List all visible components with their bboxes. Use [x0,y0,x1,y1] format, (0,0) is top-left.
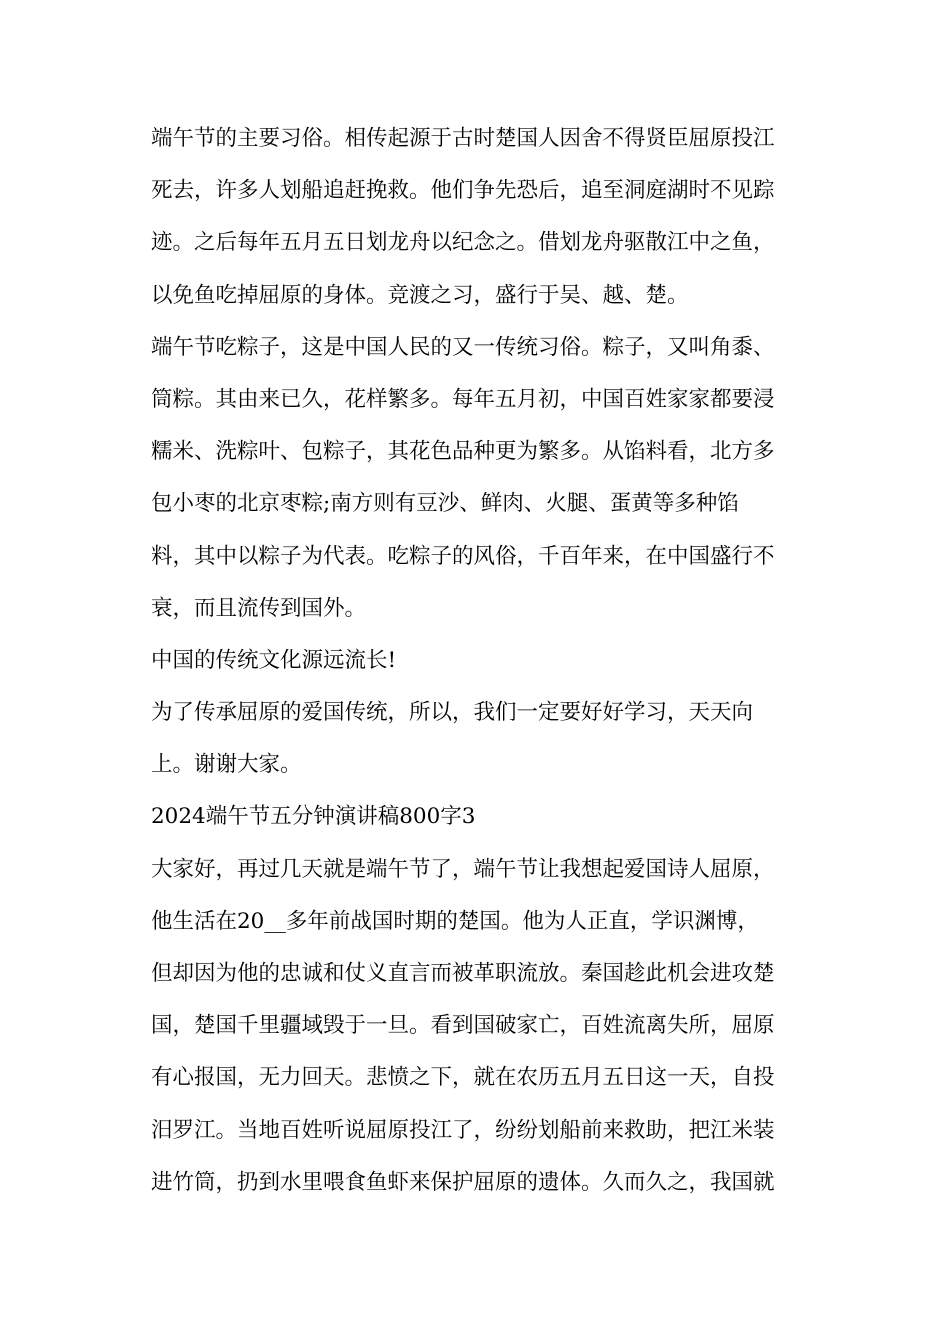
text-line: 死去，许多人划船追赶挽救。他们争先恐后，追至洞庭湖时不见踪 [151,178,775,204]
text-line: 筒粽。其由来已久，花样繁多。每年五月初，中国百姓家家都要浸 [151,386,775,412]
text-line: 国，楚国千里疆域毁于一旦。看到国破家亡，百姓流离失所，屈原 [151,1013,775,1039]
text-line: 中国的传统文化源远流长! [151,647,397,673]
text-line: 为了传承屈原的爱国传统，所以，我们一定要好好学习，天天向 [151,700,754,726]
text-line: 以免鱼吃掉屈原的身体。竞渡之习，盛行于吴、越、楚。 [151,282,689,308]
text-line: 大家好，再过几天就是端午节了，端午节让我想起爱国诗人屈原， [151,856,775,882]
text-line: 糯米、洗粽叶、包粽子，其花色品种更为繁多。从馅料看，北方多 [151,439,775,465]
text-line: 料，其中以粽子为代表。吃粽子的风俗，千百年来，在中国盛行不 [151,543,775,569]
section-heading: 2024端午节五分钟演讲稿800字3 [151,804,476,830]
text-line: 端午节的主要习俗。相传起源于古时楚国人因舍不得贤臣屈原投江 [151,126,775,151]
text-line: 汨罗江。当地百姓听说屈原投江了，纷纷划船前来救助，把江米装 [151,1117,775,1143]
text-line: 端午节吃粽子，这是中国人民的又一传统习俗。粽子，又叫角黍、 [151,334,775,360]
text-line: 进竹筒，扔到水里喂食鱼虾来保护屈原的遗体。久而久之，我国就 [151,1169,775,1195]
text-line: 包小枣的北京枣粽;南方则有豆沙、鲜肉、火腿、蛋黄等多种馅 [151,491,739,517]
text-line: 衰，而且流传到国外。 [151,595,367,621]
text-line: 但却因为他的忠诚和仗义直言而被革职流放。秦国趁此机会进攻楚 [151,961,775,986]
text-line: 他生活在20__多年前战国时期的楚国。他为人正直，学识渊博， [151,908,759,934]
text-line: 迹。之后每年五月五日划龙舟以纪念之。借划龙舟驱散江中之鱼， [151,230,775,256]
text-line: 上。谢谢大家。 [151,752,302,778]
document-body [151,113,801,1209]
text-line: 有心报国，无力回天。悲愤之下，就在农历五月五日这一天，自投 [151,1065,775,1091]
